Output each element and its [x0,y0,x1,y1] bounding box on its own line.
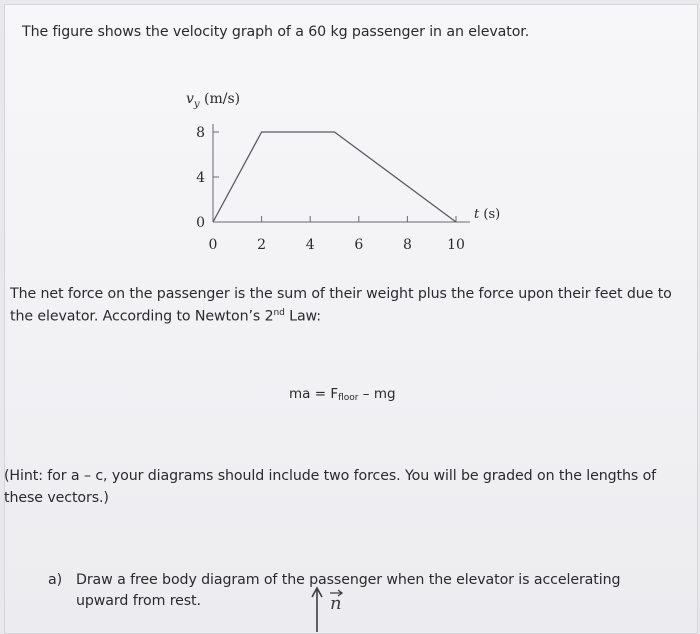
normal-force-label: n [330,593,342,614]
y-tick-label: 8 [196,125,205,141]
part-a-line-1: Draw a free body diagram of the passenger when the elevator is accelerating [76,572,621,588]
x-tick-label: 4 [305,237,315,253]
x-tick-label: 2 [257,237,267,253]
velocity-line [213,132,456,222]
paragraph-line-2: the elevator. According to Newton’s 2nd Law: [10,308,321,325]
y-tick-label: 4 [196,170,205,186]
hint-line-1: (Hint: for a – c, your diagrams should include two forces. You will be graded on the lengths of [4,468,657,484]
y-axis-label: $v_y$ (m/s) [186,91,241,110]
x-tick-label: 8 [402,237,412,253]
x-tick-label: 6 [354,237,364,253]
problem-intro: The figure shows the velocity graph of a 60 kg passenger in an elevator. [22,24,530,40]
graph-axes [213,124,470,222]
newton-equation: ma = $F_{floor}$ – mg [289,386,396,403]
hint-line-2: these vectors.) [4,490,109,506]
handwritten-normal-force-sketch [290,582,370,633]
x-axis-label: t (s) [474,207,501,222]
paragraph-line-1: The net force on the passenger is the sum of their weight plus the force upon their feet due to [10,286,672,302]
part-a-label: a) [48,572,63,588]
y-tick-label: 0 [196,215,205,231]
graph-marks [213,132,456,222]
graph-labels [186,91,500,253]
paragraph-superscript: nd [273,308,285,318]
velocity-graph [176,84,501,264]
equation-subscript: floor [338,393,359,403]
part-a-line-2: upward from rest. [76,593,201,609]
x-tick-label: 10 [447,237,465,253]
x-tick-label: 0 [208,237,218,253]
